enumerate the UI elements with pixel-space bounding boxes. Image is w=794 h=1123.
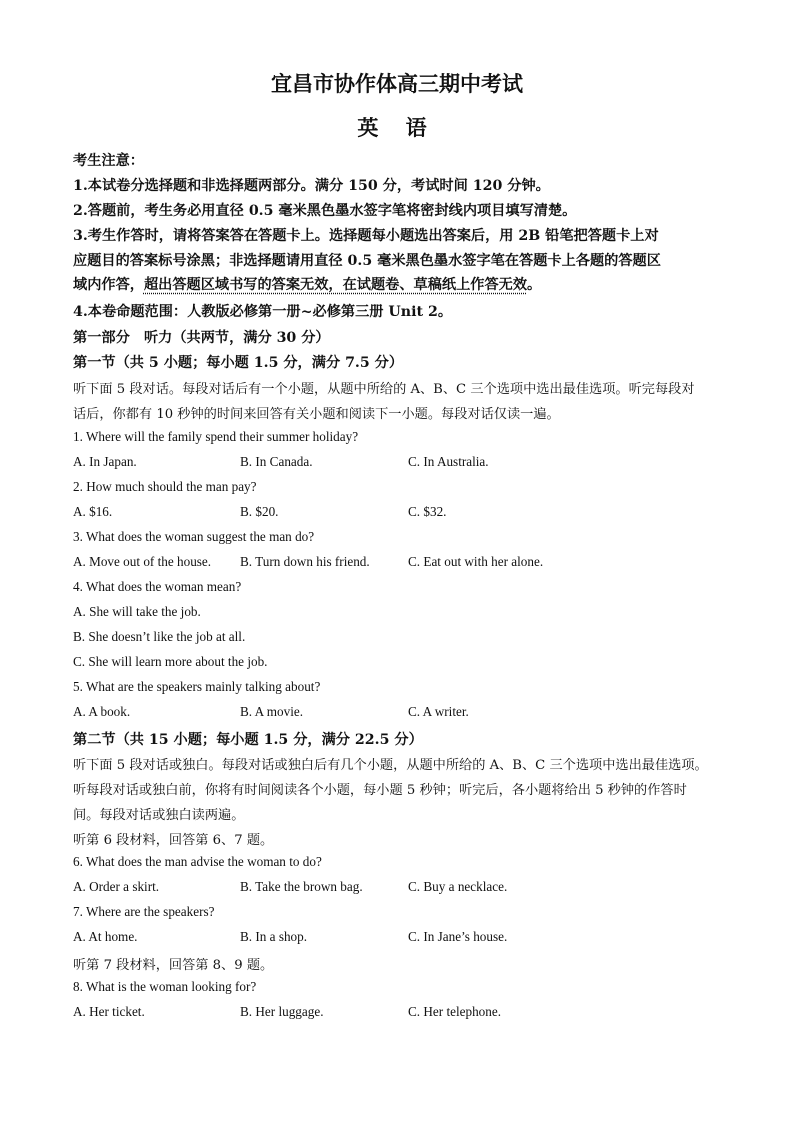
section2-instructions-line-3: 间。每段对话或独白读两遍。 bbox=[73, 808, 245, 823]
question-4-option-c: C. She will learn more about the job. bbox=[73, 654, 268, 669]
question-4-option-b: B. She doesn’t like the job at all. bbox=[73, 629, 246, 644]
material-7-label: 听第 7 段材料，回答第 8、9 题。 bbox=[73, 958, 274, 973]
question-5: 5. What are the speakers mainly talking about? bbox=[73, 679, 321, 694]
section1-heading: 第一节（共 5 小题；每小题 1.5 分，满分 7.5 分） bbox=[73, 355, 404, 371]
question-7-options bbox=[73, 929, 773, 949]
option-a: A. $16. bbox=[73, 504, 113, 519]
option-b: B. Her luggage. bbox=[240, 1004, 324, 1019]
notice-item-2: 2.答题前，考生务必用直径 0.5 毫米黑色墨水签字笔将密封线内项目填写清楚。 bbox=[73, 203, 577, 219]
notice-item-1: 1.本试卷分选择题和非选择题两部分。满分 150 分，考试时间 120 分钟。 bbox=[73, 178, 550, 194]
question-4: 4. What does the woman mean? bbox=[73, 579, 242, 594]
option-b: B. $20. bbox=[240, 504, 279, 519]
notice-item-3-line-3 bbox=[73, 274, 541, 294]
notice-emphasis-text: 超出答题区域书写的答案无效，在试题卷、草稿纸上作答无效 bbox=[143, 277, 528, 293]
section2-heading: 第二节（共 15 小题；每小题 1.5 分，满分 22.5 分） bbox=[73, 732, 423, 748]
exam-title: 宜昌市协作体高三期中考试 bbox=[271, 72, 523, 96]
section1-instructions-line-2: 话后，你都有 10 秒钟的时间来回答有关小题和阅读下一小题。每段对话仅读一遍。 bbox=[73, 407, 560, 422]
option-a: A. A book. bbox=[73, 704, 131, 719]
part1-heading: 第一部分 听力（共两节，满分 30 分） bbox=[73, 330, 330, 346]
option-a: A. Move out of the house. bbox=[73, 554, 212, 569]
option-b: B. Take the brown bag. bbox=[240, 879, 363, 894]
notice-item-3-line-2: 应题目的答案标号涂黑；非选择题请用直径 0.5 毫米黑色墨水签字笔在答题卡上各题的答题区 bbox=[73, 253, 661, 269]
section1-instructions-line-1: 听下面 5 段对话。每段对话后有一个小题，从题中所给的 A、B、C 三个选项中选出最佳选项。听完每段对 bbox=[73, 382, 695, 397]
option-b: B. In Canada. bbox=[240, 454, 313, 469]
option-c: C. $32. bbox=[408, 504, 447, 519]
option-c: C. In Jane’s house. bbox=[408, 929, 508, 944]
question-8: 8. What is the woman looking for? bbox=[73, 979, 257, 994]
question-8-options bbox=[73, 1004, 773, 1024]
notice-heading: 考生注意： bbox=[73, 153, 144, 169]
material-6-label: 听第 6 段材料，回答第 6、7 题。 bbox=[73, 833, 274, 848]
question-6: 6. What does the man advise the woman to do? bbox=[73, 854, 322, 869]
option-a: A. Order a skirt. bbox=[73, 879, 160, 894]
question-5-options bbox=[73, 704, 773, 724]
question-6-options bbox=[73, 879, 773, 899]
question-7: 7. Where are the speakers? bbox=[73, 904, 215, 919]
option-a: A. At home. bbox=[73, 929, 138, 944]
question-1: 1. Where will the family spend their summer holiday? bbox=[73, 429, 359, 444]
option-a: A. Her ticket. bbox=[73, 1004, 145, 1019]
notice-item-3-line-3-start: 域内作答， bbox=[73, 277, 144, 293]
section2-instructions-line-2: 听每段对话或独白前，你将有时间阅读各个小题，每小题 5 秒钟；听完后，各小题将给出 5 秒钟的作答时 bbox=[73, 783, 687, 798]
question-4-option-a: A. She will take the job. bbox=[73, 604, 201, 619]
question-2-options bbox=[73, 504, 773, 524]
option-c: C. In Australia. bbox=[408, 454, 489, 469]
option-c: C. Her telephone. bbox=[408, 1004, 502, 1019]
option-b: B. A movie. bbox=[240, 704, 304, 719]
option-a: A. In Japan. bbox=[73, 454, 137, 469]
question-3: 3. What does the woman suggest the man do? bbox=[73, 529, 315, 544]
option-b: B. Turn down his friend. bbox=[240, 554, 370, 569]
notice-item-3-line-3-end: 。 bbox=[527, 277, 542, 293]
option-c: C. Eat out with her alone. bbox=[408, 554, 544, 569]
option-b: B. In a shop. bbox=[240, 929, 308, 944]
notice-item-3-line-1: 3.考生作答时，请将答案答在答题卡上。选择题每小题选出答案后，用 2B 铅笔把答题卡上对 bbox=[73, 228, 659, 244]
subject-title: 英 语 bbox=[357, 116, 437, 140]
question-3-options bbox=[73, 554, 773, 574]
section2-instructions-line-1: 听下面 5 段对话或独白。每段对话或独白后有几个小题，从题中所给的 A、B、C 三个选项中选出最佳选项。 bbox=[73, 758, 708, 773]
notice-item-4: 4.本卷命题范围：人教版必修第一册~必修第三册 Unit 2。 bbox=[73, 304, 453, 320]
option-c: C. Buy a necklace. bbox=[408, 879, 508, 894]
question-1-options bbox=[73, 454, 773, 474]
question-2: 2. How much should the man pay? bbox=[73, 479, 257, 494]
option-c: C. A writer. bbox=[408, 704, 469, 719]
